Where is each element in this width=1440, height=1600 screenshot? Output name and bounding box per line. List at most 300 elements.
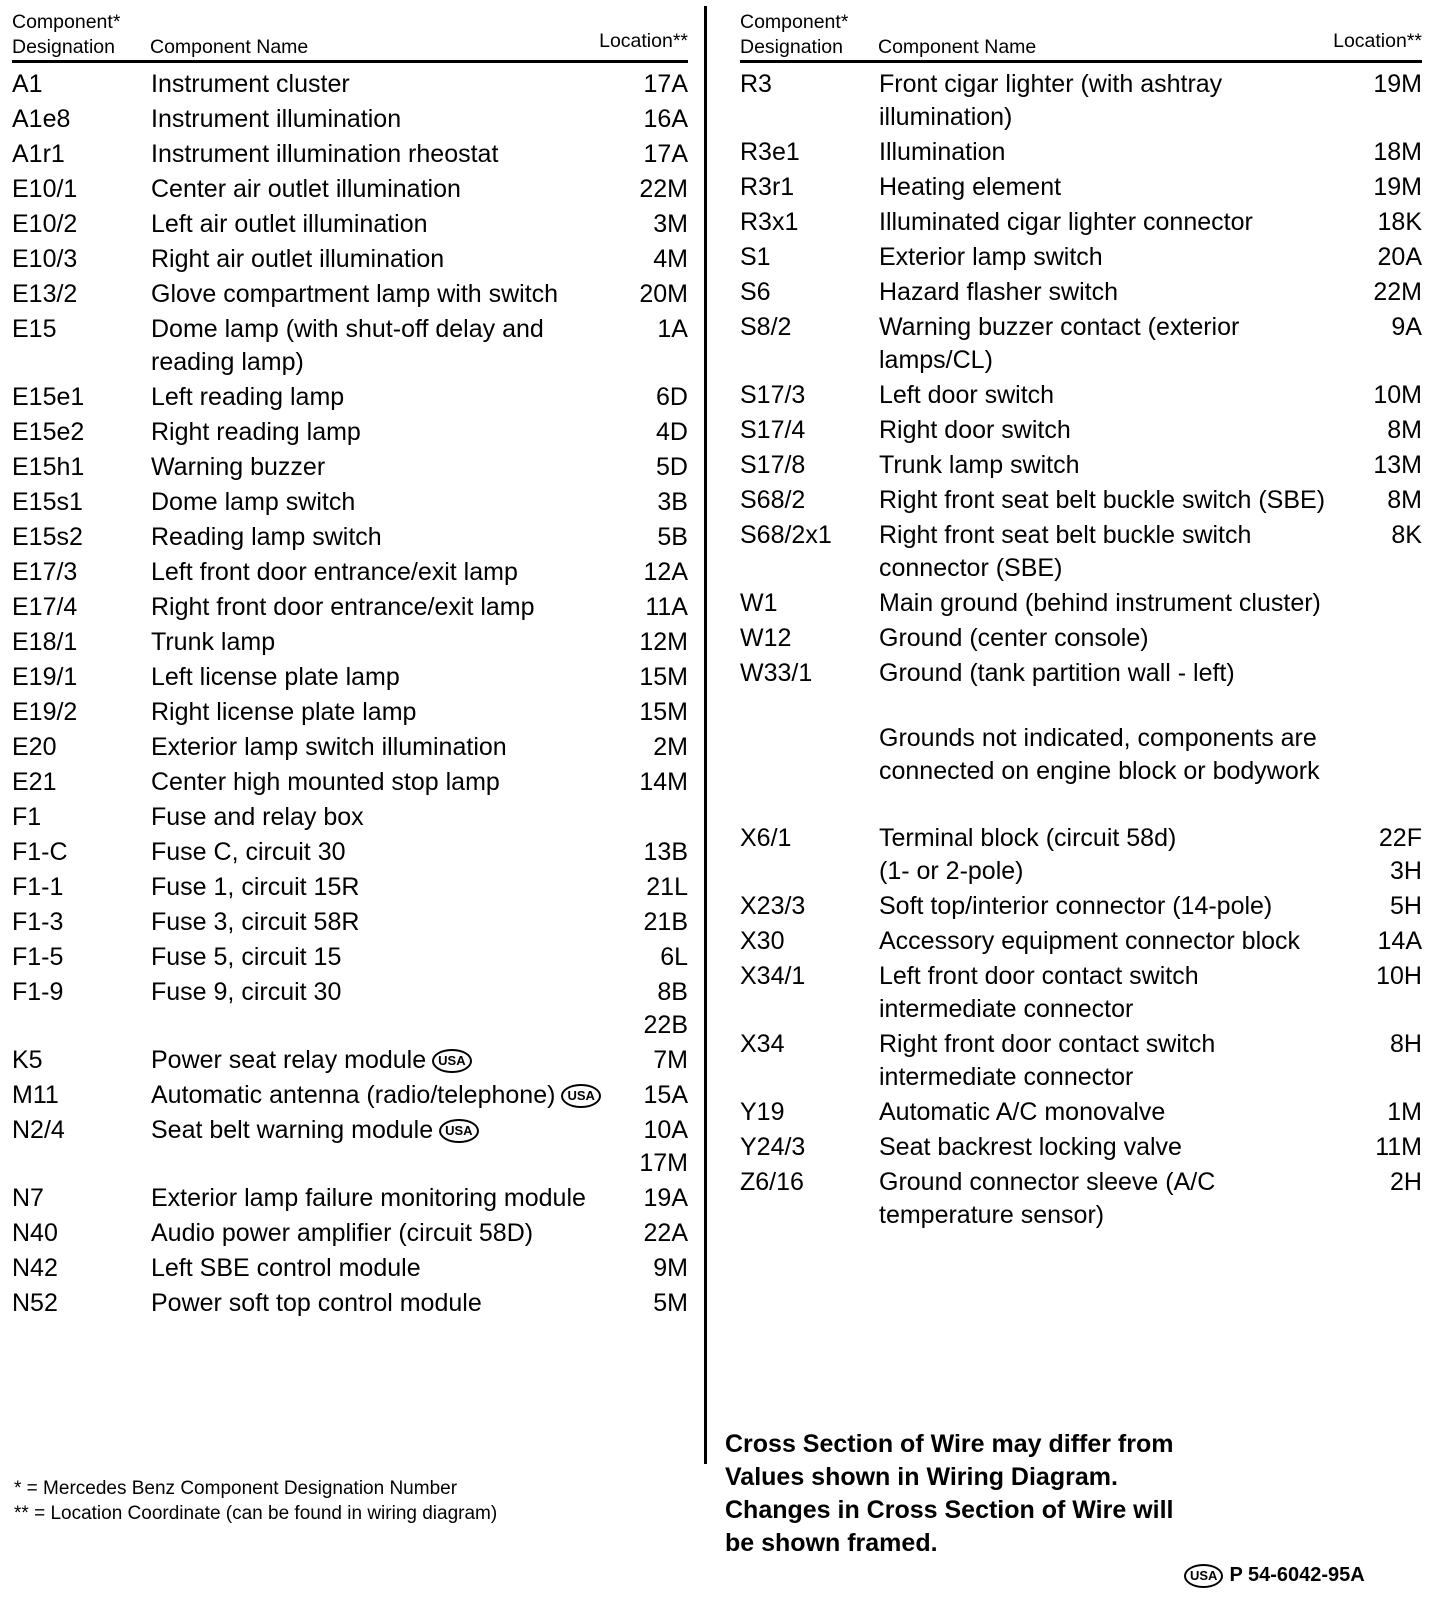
- component-name: [151, 1182, 626, 1215]
- component-designation: X34: [740, 1030, 785, 1058]
- component-designation: E15e1: [12, 383, 85, 411]
- component-location: 10M: [1373, 381, 1422, 409]
- component-name: [879, 206, 1342, 239]
- component-designation: S1: [740, 243, 771, 271]
- header-location: Location**: [599, 30, 688, 52]
- component-name: [151, 1217, 626, 1250]
- table-row: [740, 311, 1422, 379]
- component-name: [151, 138, 626, 171]
- component-designation: E10/1: [12, 175, 78, 203]
- component-name: [151, 696, 626, 729]
- component-designation: F1-C: [12, 838, 68, 866]
- component-location: 22F 3H: [1378, 824, 1422, 885]
- component-location: 12A: [643, 558, 688, 586]
- component-location: 1M: [1387, 1098, 1422, 1126]
- component-name: [151, 1287, 626, 1320]
- component-name: [879, 241, 1342, 274]
- component-name: [879, 890, 1342, 923]
- component-name-text: Reading lamp switch: [151, 523, 382, 551]
- ground-note: Grounds not indicated, components are connected on engine block or bodywork: [879, 724, 1320, 785]
- table-row: [740, 206, 1422, 241]
- component-name: [879, 519, 1342, 585]
- component-location: 11M: [1375, 1133, 1422, 1161]
- table-row: [12, 243, 688, 278]
- component-name-text: Left license plate lamp: [151, 663, 400, 691]
- right-table-header: [740, 6, 1422, 63]
- component-name: [151, 1079, 626, 1112]
- component-location: [1342, 657, 1422, 690]
- table-row: [12, 173, 688, 208]
- component-designation: E17/3: [12, 558, 78, 586]
- component-name: [879, 1028, 1342, 1094]
- component-designation: S6: [740, 278, 771, 306]
- component-name: [151, 103, 626, 136]
- table-row: [740, 484, 1422, 519]
- header-designation: Component* Designation: [12, 11, 121, 58]
- table-row: [740, 276, 1422, 311]
- component-location: 7M: [653, 1046, 688, 1074]
- component-designation: E13/2: [12, 280, 78, 308]
- component-name-text: Terminal block (circuit 58d) (1- or 2-pole): [879, 824, 1177, 885]
- table-row: [12, 801, 688, 836]
- component-location: 15M: [639, 698, 688, 726]
- component-name-text: Front cigar lighter (with ashtray illumination): [879, 70, 1223, 131]
- component-name: [879, 68, 1342, 134]
- table-row: [12, 766, 688, 801]
- component-designation: F1-5: [12, 943, 64, 971]
- table-row: [740, 379, 1422, 414]
- component-designation: E15h1: [12, 453, 85, 481]
- table-row: [740, 622, 1422, 657]
- component-name-text: Instrument cluster: [151, 70, 350, 98]
- table-row: [740, 1028, 1422, 1096]
- component-name: [151, 521, 626, 554]
- component-name: [879, 484, 1342, 517]
- reference-number: P 54-6042-95A: [1229, 1564, 1365, 1586]
- header-name: Component Name: [150, 36, 309, 58]
- component-location: 14A: [1377, 927, 1422, 955]
- component-name: [151, 836, 626, 869]
- component-name-text: Power seat relay module: [151, 1046, 427, 1074]
- component-designation: N40: [12, 1219, 58, 1247]
- wire-section-notice: Cross Section of Wire may differ from Values shown in Wiring Diagram. Changes in Cross Section of Wire will be shown framed.: [725, 1430, 1174, 1557]
- table-row: [12, 1044, 688, 1079]
- component-designation: R3r1: [740, 173, 795, 201]
- component-name: [151, 626, 626, 659]
- component-location: 11A: [645, 593, 688, 621]
- component-name: [151, 1044, 626, 1077]
- table-row: [12, 278, 688, 313]
- component-location: 5B: [657, 523, 688, 551]
- component-name-text: Trunk lamp: [151, 628, 276, 656]
- table-row: [12, 941, 688, 976]
- table-row: [12, 591, 688, 626]
- component-location: 3M: [653, 210, 688, 238]
- component-name: [151, 731, 626, 764]
- table-row: [740, 960, 1422, 1028]
- component-designation: N2/4: [12, 1116, 65, 1144]
- table-row: [12, 138, 688, 173]
- component-location: 8M: [1387, 416, 1422, 444]
- component-name-text: Fuse 1, circuit 15R: [151, 873, 360, 901]
- component-designation: E19/2: [12, 698, 78, 726]
- footnote-location: ** = Location Coordinate (can be found in wiring diagram): [14, 1503, 498, 1524]
- component-name: [151, 801, 626, 834]
- table-row: [740, 890, 1422, 925]
- component-location: 20A: [1377, 243, 1422, 271]
- component-name-text: Soft top/interior connector (14-pole): [879, 892, 1273, 920]
- component-location: 17A: [643, 140, 688, 168]
- component-designation: E10/2: [12, 210, 78, 238]
- component-designation: F1-1: [12, 873, 64, 901]
- component-name-text: Left front door contact switch intermediate connector: [879, 962, 1199, 1023]
- component-name: [151, 381, 626, 414]
- component-name-text: Seat backrest locking valve: [879, 1133, 1182, 1161]
- component-designation: Z6/16: [740, 1168, 804, 1196]
- component-location: 15M: [639, 663, 688, 691]
- table-row: [12, 836, 688, 871]
- table-row: [12, 1182, 688, 1217]
- component-name-text: Left door switch: [879, 381, 1055, 409]
- component-location: 10H: [1376, 962, 1422, 990]
- component-name: [151, 1114, 626, 1180]
- usa-badge-icon: USA: [432, 1049, 471, 1073]
- left-column: [12, 6, 688, 1322]
- table-row: [12, 976, 688, 1044]
- component-location: [1342, 622, 1422, 655]
- component-name-text: Fuse C, circuit 30: [151, 838, 346, 866]
- component-name-text: Fuse and relay box: [151, 803, 364, 831]
- component-name-text: Right reading lamp: [151, 418, 361, 446]
- component-name-text: Hazard flasher switch: [879, 278, 1118, 306]
- table-row: [12, 1252, 688, 1287]
- component-name: [879, 136, 1342, 169]
- component-location: 21L: [646, 873, 688, 901]
- component-name-text: Exterior lamp failure monitoring module: [151, 1184, 586, 1212]
- table-row: [740, 414, 1422, 449]
- component-location: 1A: [657, 315, 688, 343]
- component-designation: M11: [12, 1081, 59, 1109]
- right-column: [740, 6, 1422, 1234]
- component-name: [879, 1096, 1342, 1129]
- component-location: 19A: [643, 1184, 688, 1212]
- component-designation: W1: [740, 589, 778, 617]
- component-name-text: Center air outlet illumination: [151, 175, 461, 203]
- component-name-text: Ground (center console): [879, 624, 1149, 652]
- component-name-text: Power soft top control module: [151, 1289, 482, 1317]
- component-name-text: Warning buzzer contact (exterior lamps/CL): [879, 313, 1240, 374]
- table-row: [12, 661, 688, 696]
- header-location: Location**: [1333, 30, 1422, 52]
- table-row: [12, 556, 688, 591]
- component-name-text: Audio power amplifier (circuit 58D): [151, 1219, 534, 1247]
- column-divider: [704, 6, 707, 1464]
- component-designation: X30: [740, 927, 785, 955]
- footnote-designation: * = Mercedes Benz Component Designation Number: [14, 1478, 458, 1499]
- table-row: [12, 1079, 688, 1114]
- component-name-text: Exterior lamp switch illumination: [151, 733, 507, 761]
- component-location: 10A 17M: [639, 1116, 688, 1177]
- component-name-text: Instrument illumination: [151, 105, 402, 133]
- component-location: [626, 801, 688, 834]
- table-row: [740, 68, 1422, 136]
- left-table-header: [12, 6, 688, 63]
- component-designation: E19/1: [12, 663, 78, 691]
- header-name: Component Name: [878, 36, 1037, 58]
- component-name: [879, 622, 1342, 655]
- component-name-text: Heating element: [879, 173, 1062, 201]
- component-name: [151, 486, 626, 519]
- component-location: 5H: [1390, 892, 1422, 920]
- component-name: [879, 960, 1342, 1026]
- table-row: [12, 381, 688, 416]
- component-location: 16A: [643, 105, 688, 133]
- component-name: [879, 379, 1342, 412]
- component-name: [151, 173, 626, 206]
- table-row: [12, 1217, 688, 1252]
- component-designation: R3e1: [740, 138, 800, 166]
- component-designation: E15: [12, 315, 57, 343]
- component-designation: F1-3: [12, 908, 64, 936]
- component-location: 17A: [643, 70, 688, 98]
- component-name: [151, 278, 626, 311]
- component-name-text: Illumination: [879, 138, 1006, 166]
- component-designation: E18/1: [12, 628, 78, 656]
- component-designation: S17/4: [740, 416, 806, 444]
- component-name-text: Instrument illumination rheostat: [151, 140, 499, 168]
- component-name: [151, 208, 626, 241]
- component-location: 8M: [1387, 486, 1422, 514]
- component-name: [151, 661, 626, 694]
- component-name: [879, 657, 1342, 690]
- component-name-text: Fuse 9, circuit 30: [151, 978, 342, 1006]
- component-name-text: Left air outlet illumination: [151, 210, 428, 238]
- component-location: 9A: [1391, 313, 1422, 341]
- component-name: [879, 171, 1342, 204]
- component-designation: S68/2: [740, 486, 806, 514]
- component-location: 12M: [639, 628, 688, 656]
- component-name-text: Center high mounted stop lamp: [151, 768, 500, 796]
- component-name-text: Warning buzzer: [151, 453, 326, 481]
- component-location: 5D: [656, 453, 688, 481]
- table-row: [12, 1287, 688, 1322]
- component-location: 13M: [1373, 451, 1422, 479]
- table-row: [12, 731, 688, 766]
- component-designation: E10/3: [12, 245, 78, 273]
- component-designation: S17/8: [740, 451, 806, 479]
- component-name-text: Fuse 5, circuit 15: [151, 943, 342, 971]
- component-designation: A1r1: [12, 140, 65, 168]
- component-designation: Y24/3: [740, 1133, 806, 1161]
- component-location: 20M: [639, 280, 688, 308]
- header-designation: Component* Designation: [740, 11, 849, 58]
- component-name-text: Right front door contact switch intermediate connector: [879, 1030, 1216, 1091]
- table-row: [740, 519, 1422, 587]
- component-name-text: Right door switch: [879, 416, 1071, 444]
- component-location: 13B: [643, 838, 688, 866]
- component-name-text: Right air outlet illumination: [151, 245, 445, 273]
- table-row: [12, 208, 688, 243]
- table-row: [740, 241, 1422, 276]
- component-location: 8H: [1390, 1030, 1422, 1058]
- component-location: 18K: [1377, 208, 1422, 236]
- component-name: [879, 1166, 1342, 1232]
- component-designation: R3x1: [740, 208, 799, 236]
- component-designation: N42: [12, 1254, 58, 1282]
- component-name: [151, 941, 626, 974]
- usa-badge-icon: USA: [439, 1119, 478, 1143]
- component-designation: E17/4: [12, 593, 78, 621]
- component-name: [151, 68, 626, 101]
- component-location: 21B: [643, 908, 688, 936]
- component-location: 4M: [653, 245, 688, 273]
- component-name: [879, 414, 1342, 447]
- component-name-text: Main ground (behind instrument cluster): [879, 589, 1321, 617]
- component-name-text: Dome lamp (with shut-off delay and reading lamp): [151, 315, 544, 376]
- component-designation: E15s2: [12, 523, 83, 551]
- table-row: [740, 1131, 1422, 1166]
- component-location: 18M: [1373, 138, 1422, 166]
- table-row: [12, 871, 688, 906]
- component-name-text: Right front door entrance/exit lamp: [151, 593, 535, 621]
- component-location: 22A: [643, 1219, 688, 1247]
- component-name-text: Automatic antenna (radio/telephone): [151, 1081, 556, 1109]
- table-row: [12, 1114, 688, 1182]
- component-designation: N7: [12, 1184, 44, 1212]
- component-name: [151, 556, 626, 589]
- table-row: [12, 696, 688, 731]
- table-row: [12, 451, 688, 486]
- table-row: [12, 626, 688, 661]
- table-row: [740, 171, 1422, 206]
- component-name: [879, 449, 1342, 482]
- component-designation: W12: [740, 624, 792, 652]
- table-row: [12, 68, 688, 103]
- component-name-text: Glove compartment lamp with switch: [151, 280, 559, 308]
- table-row: [12, 313, 688, 381]
- component-name-text: Right front seat belt buckle switch connector (SBE): [879, 521, 1252, 582]
- component-name: [151, 766, 626, 799]
- component-designation: X23/3: [740, 892, 806, 920]
- component-location: 15A: [643, 1081, 688, 1109]
- table-row: [740, 1166, 1422, 1234]
- component-name-text: Ground (tank partition wall - left): [879, 659, 1235, 687]
- component-designation: R3: [740, 70, 772, 98]
- component-name: [151, 451, 626, 484]
- component-name-text: Left SBE control module: [151, 1254, 421, 1282]
- component-designation: A1: [12, 70, 43, 98]
- component-designation: K5: [12, 1046, 43, 1074]
- component-designation: Y19: [740, 1098, 785, 1126]
- component-designation: E21: [12, 768, 57, 796]
- component-name: [151, 906, 626, 939]
- component-designation: X6/1: [740, 824, 792, 852]
- component-designation: E15s1: [12, 488, 83, 516]
- component-name-text: Exterior lamp switch: [879, 243, 1103, 271]
- table-row: [12, 486, 688, 521]
- component-location: 22M: [1373, 278, 1422, 306]
- component-name-text: Automatic A/C monovalve: [879, 1098, 1166, 1126]
- component-location: 19M: [1373, 173, 1422, 201]
- component-location: 2H: [1390, 1168, 1422, 1196]
- component-designation: S68/2x1: [740, 521, 832, 549]
- component-designation: E15e2: [12, 418, 85, 446]
- table-row: [12, 416, 688, 451]
- component-name-text: Right front seat belt buckle switch (SBE): [879, 486, 1326, 514]
- table-row: [12, 103, 688, 138]
- component-designation: A1e8: [12, 105, 71, 133]
- usa-badge-icon: USA: [1184, 1564, 1223, 1588]
- table-row: [740, 822, 1422, 890]
- component-location: 8K: [1391, 521, 1422, 549]
- component-name: [879, 311, 1342, 377]
- component-designation: E20: [12, 733, 57, 761]
- component-location: 14M: [639, 768, 688, 796]
- table-row: [740, 1096, 1422, 1131]
- component-designation: F1: [12, 803, 42, 831]
- component-location: 2M: [653, 733, 688, 761]
- component-name: [151, 976, 626, 1042]
- table-row: [12, 906, 688, 941]
- component-name-text: Right license plate lamp: [151, 698, 417, 726]
- component-name-text: Accessory equipment connector block: [879, 927, 1301, 955]
- component-name: [879, 276, 1342, 309]
- component-designation: F1-9: [12, 978, 64, 1006]
- component-name: [151, 591, 626, 624]
- component-name: [879, 925, 1342, 958]
- component-name-text: Left front door entrance/exit lamp: [151, 558, 518, 586]
- left-component-list: [12, 68, 688, 1322]
- component-designation: W33/1: [740, 659, 813, 687]
- component-name-text: Ground connector sleeve (A/C temperature sensor): [879, 1168, 1216, 1229]
- component-location: [1342, 587, 1422, 620]
- component-name: [151, 313, 626, 379]
- component-location: 19M: [1373, 70, 1422, 98]
- component-name-text: Trunk lamp switch: [879, 451, 1080, 479]
- footnotes: [14, 1476, 497, 1526]
- component-name: [151, 1252, 626, 1285]
- component-location: 5M: [653, 1289, 688, 1317]
- component-name: [879, 1131, 1342, 1164]
- reference-code: [1184, 1562, 1365, 1588]
- component-name: [879, 822, 1342, 888]
- right-component-list-b: [740, 822, 1422, 1234]
- table-row: [740, 136, 1422, 171]
- table-row: [740, 449, 1422, 484]
- table-row: [740, 657, 1422, 692]
- component-location: 8B 22B: [643, 978, 688, 1039]
- component-name-text: Left reading lamp: [151, 383, 345, 411]
- component-designation: S8/2: [740, 313, 792, 341]
- component-designation: S17/3: [740, 381, 806, 409]
- component-location: 22M: [639, 175, 688, 203]
- component-location: 9M: [653, 1254, 688, 1282]
- component-name: [151, 416, 626, 449]
- component-designation: X34/1: [740, 962, 806, 990]
- right-component-list-a: [740, 68, 1422, 692]
- component-designation: N52: [12, 1289, 58, 1317]
- component-name: [151, 871, 626, 904]
- component-location: 6D: [656, 383, 688, 411]
- component-name-text: Dome lamp switch: [151, 488, 356, 516]
- table-row: [12, 521, 688, 556]
- component-location: 6L: [660, 943, 688, 971]
- table-row: [740, 587, 1422, 622]
- usa-badge-icon: USA: [561, 1084, 600, 1108]
- component-name-text: Illuminated cigar lighter connector: [879, 208, 1253, 236]
- component-location: 3B: [657, 488, 688, 516]
- table-row: [740, 925, 1422, 960]
